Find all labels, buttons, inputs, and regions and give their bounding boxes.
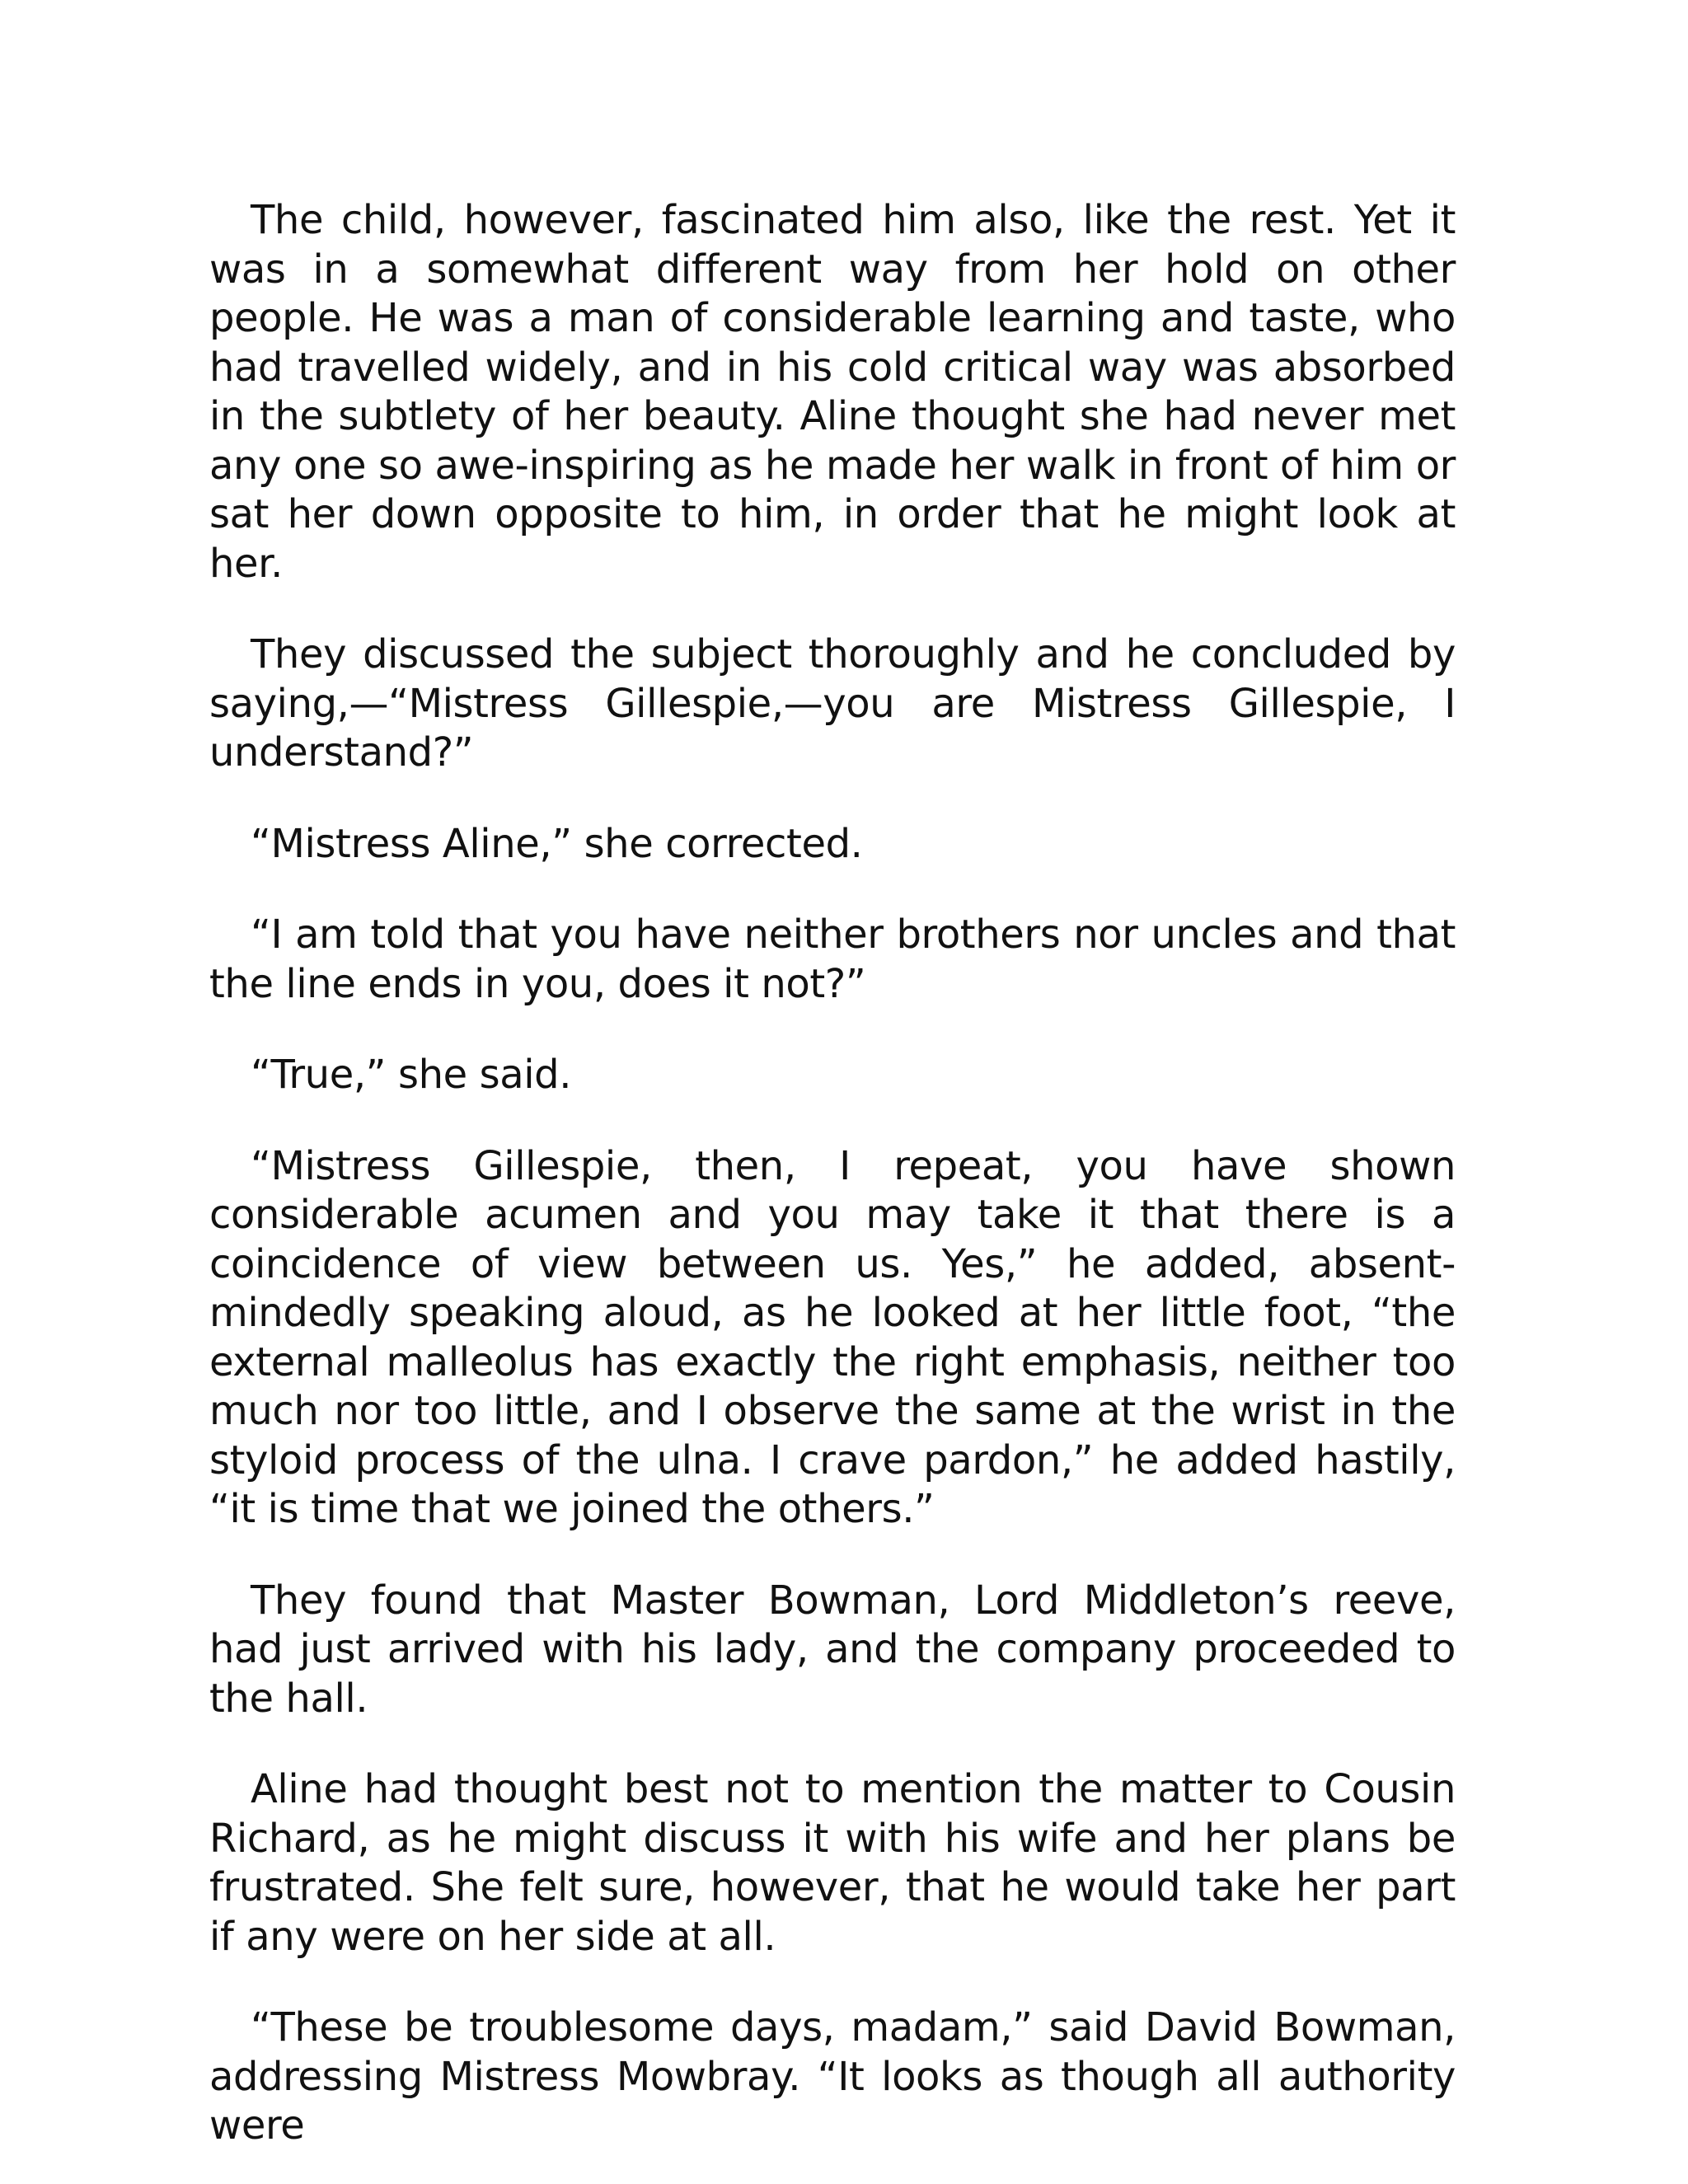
page-body: [209, 196, 1456, 2151]
paragraph: Aline had thought best not to mention the matter to Cousin Richard, as he might discuss it with his wife and her plans be frustrated. She felt sure, however, that he would take her part if any were on her side at all.: [209, 1766, 1456, 1960]
paragraph: “I am told that you have neither brothers nor uncles and that the line ends in you, does it not?”: [209, 912, 1456, 1007]
paragraph: “Mistress Gillespie, then, I repeat, you have shown considerable acumen and you may take it that there is a coincidence of view between us. Yes,” he added, absent-mindedly speaking aloud, as he looked at her little foot, “the external malleolus has exactly the right emphasis, neither too much nor too little, and I observe the same at the wrist in the styloid process of the ulna. I crave pardon,” he added hastily, “it is time that we joined the others.”: [209, 1142, 1456, 1532]
paragraph: They found that Master Bowman, Lord Middleton’s reeve, had just arrived with his lady, and the company proceeded to the hall.: [209, 1577, 1456, 1722]
paragraph: “True,” she said.: [251, 1052, 572, 1098]
paragraph: They discussed the subject thoroughly and he concluded by saying,—“Mistress Gillespie,—you are Mistress Gillespie, I understand?”: [209, 631, 1456, 776]
paragraph: “Mistress Aline,” she corrected.: [251, 820, 863, 867]
paragraph: The child, however, fascinated him also, like the rest. Yet it was in a somewhat different way from her hold on other people. He was a man of considerable learning and taste, who had travelled widely, and in his cold critical way was absorbed in the subtlety of her beauty. Aline thought she had never met any one so awe-inspiring as he made her walk in front of him or sat her down opposite to him, in order that he might look at her.: [209, 197, 1456, 587]
paragraph: “These be troublesome days, madam,” said David Bowman, addressing Mistress Mowbray. “It looks as though all authority were: [209, 2004, 1456, 2149]
